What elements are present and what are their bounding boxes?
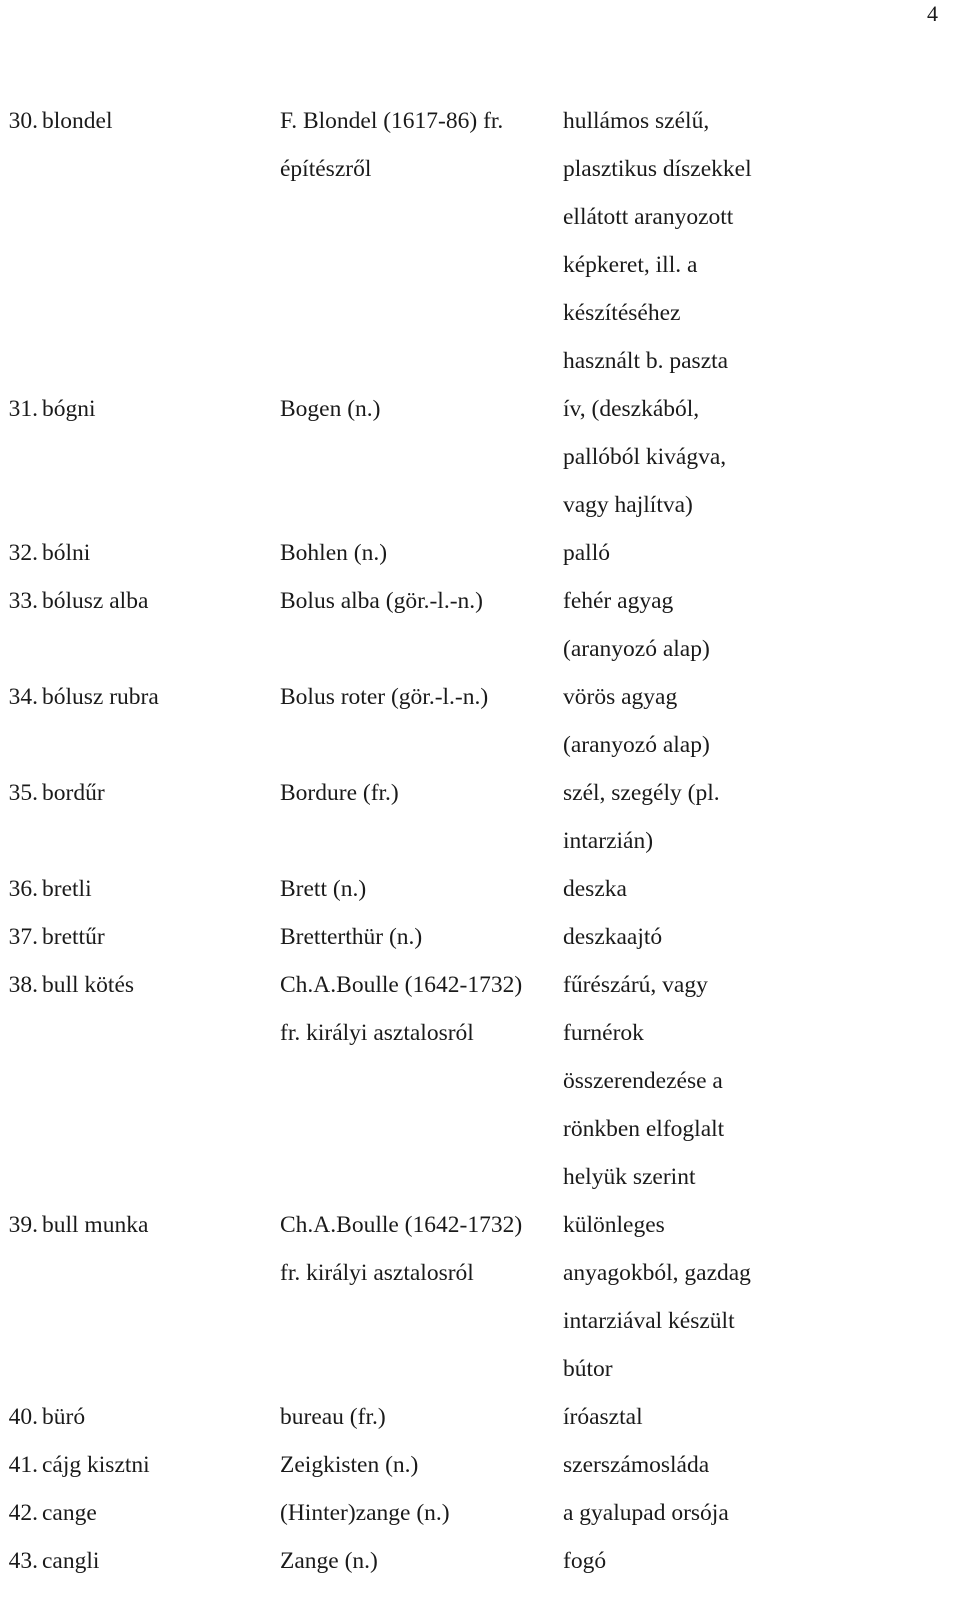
glossary-list xyxy=(0,97,960,1585)
glossary-entry xyxy=(0,577,960,673)
glossary-entry xyxy=(0,769,960,865)
entry-number: 30. xyxy=(8,108,38,134)
glossary-entry xyxy=(0,1537,960,1585)
entry-origin: Bordure (fr.) xyxy=(280,780,399,806)
entry-meaning: képkeret, ill. a xyxy=(563,252,698,278)
entry-line xyxy=(0,481,960,529)
entry-origin: fr. királyi asztalosról xyxy=(280,1020,474,1046)
entry-number: 40. xyxy=(8,1404,38,1430)
entry-meaning: intarziával készült xyxy=(563,1308,735,1334)
entry-meaning: készítéséhez xyxy=(563,300,681,326)
entry-number: 36. xyxy=(8,876,38,902)
entry-meaning: anyagokból, gazdag xyxy=(563,1260,751,1286)
entry-term: blondel xyxy=(42,108,113,134)
entry-meaning: bútor xyxy=(563,1356,613,1382)
entry-term: cange xyxy=(42,1500,97,1526)
entry-meaning: plasztikus díszekkel xyxy=(563,156,752,182)
page-number: 4 xyxy=(927,1,938,26)
entry-meaning: helyük szerint xyxy=(563,1164,696,1190)
entry-meaning: használt b. paszta xyxy=(563,348,729,374)
entry-meaning: vörös agyag xyxy=(563,684,678,710)
glossary-entry xyxy=(0,1441,960,1489)
entry-line xyxy=(0,577,960,625)
glossary-entry xyxy=(0,97,960,385)
entry-origin: Ch.A.Boulle (1642-1732) xyxy=(280,972,523,998)
entry-term: bógni xyxy=(42,396,96,422)
entry-meaning: palló xyxy=(563,540,610,566)
glossary-entry xyxy=(0,1393,960,1441)
entry-meaning: rönkben elfoglalt xyxy=(563,1116,725,1142)
entry-line xyxy=(0,769,960,817)
entry-line xyxy=(0,385,960,433)
entry-line xyxy=(0,1153,960,1201)
glossary-entry xyxy=(0,865,960,913)
entry-term: bólni xyxy=(42,540,91,566)
entry-line xyxy=(0,1345,960,1393)
entry-origin: Bogen (n.) xyxy=(280,396,381,422)
entry-origin: Brett (n.) xyxy=(280,876,367,902)
entry-number: 35. xyxy=(8,780,38,806)
entry-line xyxy=(0,1489,960,1537)
entry-origin: Zeigkisten (n.) xyxy=(280,1452,419,1478)
entry-number: 34. xyxy=(8,684,38,710)
entry-line xyxy=(0,1009,960,1057)
entry-line xyxy=(0,433,960,481)
entry-number: 41. xyxy=(8,1452,38,1478)
entry-line xyxy=(0,1057,960,1105)
entry-origin: Zange (n.) xyxy=(280,1548,378,1574)
glossary-entry xyxy=(0,385,960,529)
entry-meaning: fehér agyag xyxy=(563,588,674,614)
entry-term: bordűr xyxy=(42,780,105,806)
entry-line xyxy=(0,145,960,193)
entry-meaning: vagy hajlítva) xyxy=(563,492,693,518)
entry-term: bólusz rubra xyxy=(42,684,159,710)
entry-meaning: ív, (deszkából, xyxy=(563,396,700,422)
entry-term: bull kötés xyxy=(42,972,135,998)
entry-line xyxy=(0,721,960,769)
entry-number: 43. xyxy=(8,1548,38,1574)
glossary-entry xyxy=(0,961,960,1201)
entry-line xyxy=(0,1537,960,1585)
entry-term: cangli xyxy=(42,1548,100,1574)
entry-meaning: összerendezése a xyxy=(563,1068,723,1094)
entry-meaning: deszkaajtó xyxy=(563,924,663,950)
entry-term: büró xyxy=(42,1404,86,1430)
entry-line xyxy=(0,913,960,961)
entry-meaning: íróasztal xyxy=(563,1404,643,1430)
entry-meaning: furnérok xyxy=(563,1020,644,1046)
entry-meaning: szerszámosláda xyxy=(563,1452,710,1478)
entry-line xyxy=(0,961,960,1009)
entry-origin: (Hinter)zange (n.) xyxy=(280,1500,450,1526)
entry-line xyxy=(0,1105,960,1153)
entry-meaning: a gyalupad orsója xyxy=(563,1500,729,1526)
entry-line xyxy=(0,337,960,385)
entry-meaning: (aranyozó alap) xyxy=(563,636,710,662)
entry-number: 42. xyxy=(8,1500,38,1526)
entry-term: bólusz alba xyxy=(42,588,149,614)
entry-line xyxy=(0,817,960,865)
glossary-entry xyxy=(0,913,960,961)
glossary-entry xyxy=(0,673,960,769)
entry-line xyxy=(0,1249,960,1297)
entry-meaning: fogó xyxy=(563,1548,607,1574)
entry-term: brettűr xyxy=(42,924,105,950)
entry-number: 37. xyxy=(8,924,38,950)
entry-origin: Bohlen (n.) xyxy=(280,540,388,566)
entry-origin: Bretterthür (n.) xyxy=(280,924,423,950)
entry-origin: Bolus roter (gör.-l.-n.) xyxy=(280,684,489,710)
entry-meaning: deszka xyxy=(563,876,627,902)
entry-origin: F. Blondel (1617-86) fr. xyxy=(280,108,504,134)
entry-number: 38. xyxy=(8,972,38,998)
entry-origin: Bolus alba (gör.-l.-n.) xyxy=(280,588,483,614)
entry-term: bretli xyxy=(42,876,92,902)
entry-origin: építészről xyxy=(280,156,372,182)
entry-line xyxy=(0,625,960,673)
entry-meaning: fűrészárú, vagy xyxy=(563,972,708,998)
entry-line xyxy=(0,1201,960,1249)
entry-meaning: pallóból kivágva, xyxy=(563,444,727,470)
entry-number: 32. xyxy=(8,540,38,566)
entry-line xyxy=(0,1297,960,1345)
glossary-entry xyxy=(0,1201,960,1393)
entry-line xyxy=(0,1393,960,1441)
entry-origin: fr. királyi asztalosról xyxy=(280,1260,474,1286)
entry-number: 39. xyxy=(8,1212,38,1238)
entry-meaning: ellátott aranyozott xyxy=(563,204,734,230)
entry-line xyxy=(0,865,960,913)
entry-meaning: intarzián) xyxy=(563,828,654,854)
entry-line xyxy=(0,673,960,721)
entry-line xyxy=(0,193,960,241)
entry-meaning: különleges xyxy=(563,1212,665,1238)
entry-origin: bureau (fr.) xyxy=(280,1404,386,1430)
entry-term: bull munka xyxy=(42,1212,149,1238)
entry-line xyxy=(0,241,960,289)
entry-meaning: hullámos szélű, xyxy=(563,108,710,134)
entry-origin: Ch.A.Boulle (1642-1732) xyxy=(280,1212,523,1238)
glossary-entry xyxy=(0,1489,960,1537)
entry-line xyxy=(0,1441,960,1489)
entry-number: 31. xyxy=(8,396,38,422)
glossary-entry xyxy=(0,529,960,577)
entry-meaning: (aranyozó alap) xyxy=(563,732,710,758)
entry-number: 33. xyxy=(8,588,38,614)
entry-line xyxy=(0,289,960,337)
entry-line xyxy=(0,97,960,145)
entry-meaning: szél, szegély (pl. xyxy=(563,780,720,806)
entry-term: cájg kisztni xyxy=(42,1452,150,1478)
entry-line xyxy=(0,529,960,577)
